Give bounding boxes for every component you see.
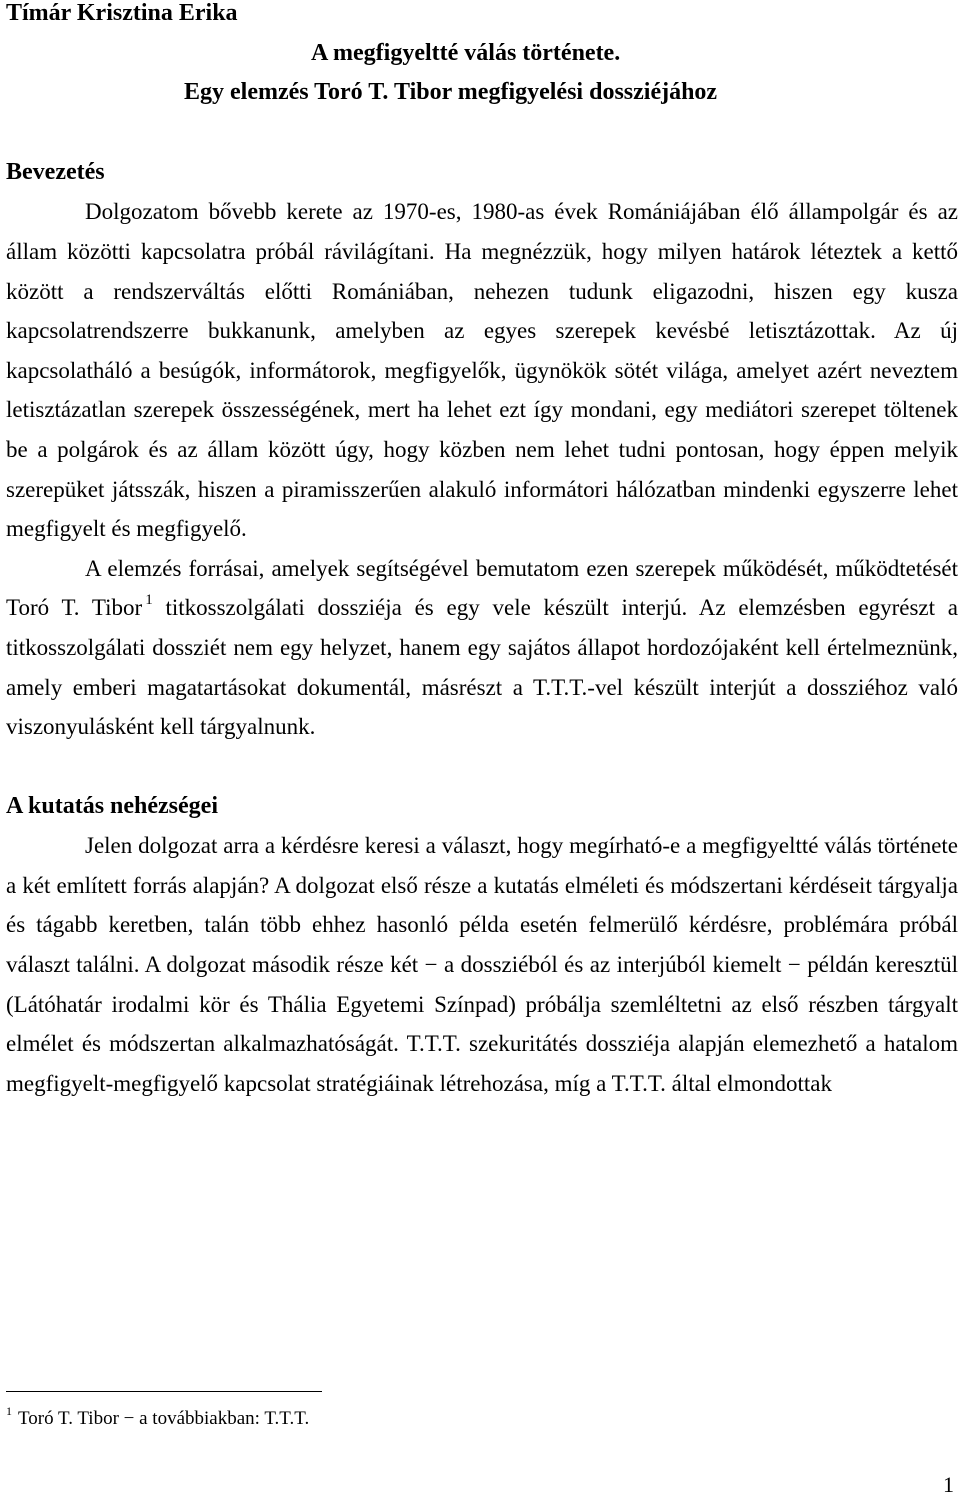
research-difficulties-paragraph-1: Jelen dolgozat arra a kérdésre keresi a választ, hogy megírható-e a megfigyeltté válás története a két említett forrás alapján? A dolgozat első része a kutatás elméleti és módszertani kérdéseit tárgyalja és tágabb keretben, talán több ehhez hasonló példa esetén felmerülő kérdésre, problémára próbál választ találni. A dolgozat második része két − a dossziéból és az interjúból kiemelt − példán keresztül (Látóhatár irodalmi kör és Thália Egyetemi Színpad) próbálja szemléltetni az első részben tárgyalt elmélet és módszertan alkalmazhatóságát. T.T.T. szekuritátés dossziéja alapján elemezhető a hatalom megfigyelt-megfigyelő kapcsolat stratégiáinak létrehozása, míg a T.T.T. által elmondottak — [6, 833, 958, 1096]
footnote-separator — [6, 1391, 322, 1392]
introduction-paragraph-1: Dolgozatom bővebb kerete az 1970-es, 1980-as évek Romániájában élő állampolgár és az állam közötti kapcsolatra próbál rávilágítani. Ha megnézzük, hogy milyen határok léteztek a kettő között a rendszerváltás előtti Romániában, nehezen tudunk eligazodni, hiszen egy kusza kapcsolatrendszerre bukkanunk, amelyben az egyes szerepek kevésbé letisztázottak. Az új kapcsolatháló a besúgók, informátorok, megfigyelők, ügynökök sötét világa, amelyet azért neveztem letisztázatlan szerepek összességének, mert ha lehet ezt így mondani, egy mediátori szerepet töltenek be a polgárok és az állam között úgy, hogy közben nem lehet tudni pontosan, hogy éppen melyik szerepüket játsszák, hiszen a piramisszerűen alakuló informátori hálózatban mindenki egyszerre lehet megfigyelt és megfigyelő. — [6, 199, 958, 542]
introduction-paragraph-2-part1: A elemzés forrásai, amelyek segítségével bemutatom ezen szerepek működését, működtetését Toró T. Tibor — [6, 555, 958, 621]
author-name: Tímár Krisztina Erika — [6, 0, 238, 26]
introduction-paragraph-2 — [6, 549, 958, 747]
footnote — [6, 1402, 309, 1436]
document-title-line2: Egy elemzés Toró T. Tibor megfigyelési dossziéjához — [184, 79, 718, 106]
footnote-reference[interactable]: 1 — [145, 592, 153, 609]
document-title-line1: A megfigyeltté válás története. — [311, 39, 621, 66]
page-number: 1 — [943, 1472, 954, 1497]
footnote-mark: 1 — [6, 1404, 12, 1418]
section-heading-introduction: Bevezetés — [6, 158, 105, 185]
section-heading-research-difficulties: A kutatás nehézségei — [6, 792, 218, 819]
document-page — [6, 0, 958, 1103]
footnote-text: Toró T. Tibor − a továbbiakban: T.T.T. — [18, 1408, 310, 1429]
introduction-paragraph-2-part2: titkosszolgálati dossziéja és egy vele készült interjú. Az elemzésben egyrészt a titkosszolgálati dossziét nem egy helyzet, hanem egy sajátos állapot hordozójaként kell értelmeznünk, amely emberi magatartásokat dokumentál, másrészt a T.T.T.-vel készült interjút a dossziéhoz való viszonyulásként kell tárgyalnunk. — [6, 595, 958, 740]
